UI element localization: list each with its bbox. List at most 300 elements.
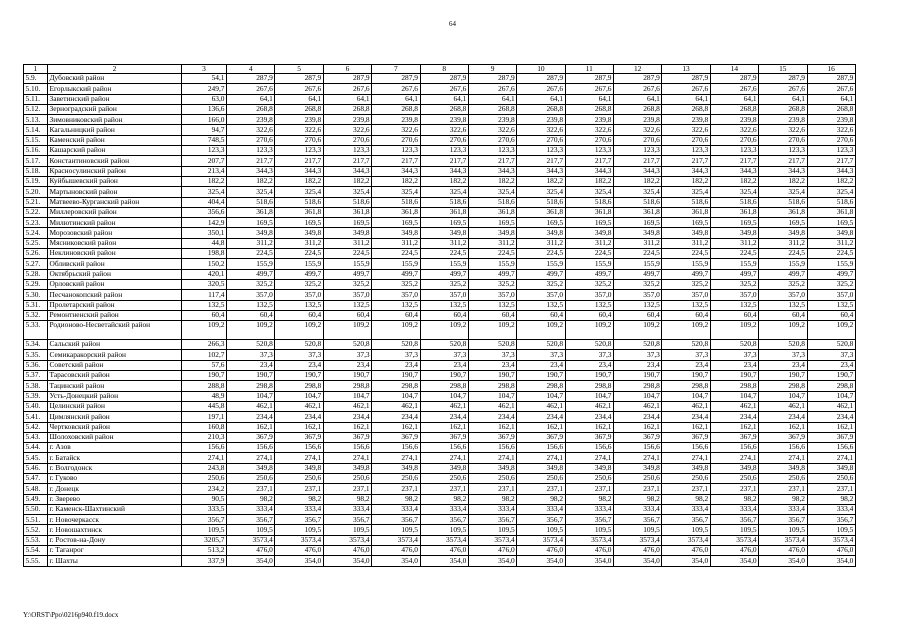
district-name: г. Шахты (48, 556, 182, 566)
value-cell: 104,7 (710, 391, 758, 401)
value-cell: 325,2 (614, 279, 662, 289)
value-cell: 333,5 (182, 504, 227, 514)
district-name: Мартыновский район (48, 187, 182, 197)
value-cell: 182,2 (323, 176, 371, 186)
column-number-7: 7 (372, 65, 420, 74)
value-cell: 520,8 (227, 340, 275, 350)
value-cell: 156,6 (182, 443, 227, 453)
table-row (24, 350, 856, 360)
value-cell: 354,0 (614, 556, 662, 566)
table-row (24, 412, 856, 422)
table-row (24, 422, 856, 432)
value-cell: 298,8 (710, 381, 758, 391)
value-cell: 123,3 (565, 146, 613, 156)
value-cell: 109,5 (565, 525, 613, 535)
value-cell: 109,2 (807, 321, 855, 340)
value-cell: 37,3 (420, 350, 468, 360)
district-name: Орловский район (48, 279, 182, 289)
value-cell: 476,0 (468, 546, 516, 556)
value-cell: 98,2 (614, 494, 662, 504)
value-cell: 250,6 (517, 473, 565, 483)
value-cell: 155,9 (323, 259, 371, 269)
district-name: Тарасовский район (48, 371, 182, 381)
row-index: 5.40. (24, 401, 48, 411)
value-cell: 499,7 (372, 269, 420, 279)
table-row (24, 515, 856, 525)
value-cell: 169,5 (517, 218, 565, 228)
value-cell: 349,8 (662, 228, 710, 238)
value-cell: 224,5 (759, 249, 807, 259)
value-cell: 361,8 (275, 207, 323, 217)
value-cell: 37,3 (227, 350, 275, 360)
value-cell: 361,8 (565, 207, 613, 217)
value-cell: 182,2 (710, 176, 758, 186)
value-cell: 64,1 (565, 94, 613, 104)
value-cell: 325,2 (420, 279, 468, 289)
value-cell: 182,2 (614, 176, 662, 186)
value-cell: 356,7 (227, 515, 275, 525)
value-cell: 239,8 (807, 115, 855, 125)
column-number-12: 12 (614, 65, 662, 74)
table-row (24, 156, 856, 166)
district-name: Цимлянский район (48, 412, 182, 422)
value-cell: 325,2 (565, 279, 613, 289)
value-cell: 169,5 (468, 218, 516, 228)
value-cell: 237,1 (807, 484, 855, 494)
value-cell: 104,7 (227, 391, 275, 401)
value-cell: 476,0 (614, 546, 662, 556)
value-cell: 361,8 (807, 207, 855, 217)
value-cell: 104,7 (420, 391, 468, 401)
value-cell: 356,7 (565, 515, 613, 525)
column-number-5: 5 (275, 65, 323, 74)
value-cell: 190,7 (662, 371, 710, 381)
value-cell: 250,6 (807, 473, 855, 483)
value-cell: 268,8 (275, 104, 323, 114)
district-name: г. Волгодонск (48, 463, 182, 473)
district-name: Шолоховский район (48, 432, 182, 442)
value-cell: 169,5 (710, 218, 758, 228)
value-cell: 267,6 (275, 84, 323, 94)
value-cell: 344,3 (420, 166, 468, 176)
value-cell: 298,8 (662, 381, 710, 391)
value-cell: 217,7 (710, 156, 758, 166)
value-cell: 476,0 (807, 546, 855, 556)
value-cell: 132,5 (468, 300, 516, 310)
value-cell: 98,2 (420, 494, 468, 504)
value-cell: 349,8 (614, 463, 662, 473)
value-cell: 520,8 (710, 340, 758, 350)
value-cell: 23,4 (565, 360, 613, 370)
value-cell: 182,2 (227, 176, 275, 186)
value-cell: 234,4 (372, 412, 420, 422)
value-cell: 274,1 (710, 453, 758, 463)
value-cell: 267,6 (517, 84, 565, 94)
row-index: 5.52. (24, 525, 48, 535)
table-row (24, 484, 856, 494)
value-cell: 354,0 (710, 556, 758, 566)
value-cell: 104,7 (807, 391, 855, 401)
district-name: Зимовниковский район (48, 115, 182, 125)
district-name: Родионово-Несветайский район (48, 321, 182, 340)
value-cell: 166,0 (182, 115, 227, 125)
value-cell: 60,4 (759, 310, 807, 320)
value-cell: 224,5 (420, 249, 468, 259)
value-cell: 420,1 (182, 269, 227, 279)
value-cell: 234,4 (420, 412, 468, 422)
value-cell: 268,8 (710, 104, 758, 114)
value-cell: 169,5 (759, 218, 807, 228)
value-cell: 239,8 (662, 115, 710, 125)
value-cell: 239,8 (759, 115, 807, 125)
value-cell: 518,6 (372, 197, 420, 207)
value-cell: 298,8 (372, 381, 420, 391)
value-cell: 162,1 (710, 422, 758, 432)
value-cell: 136,6 (182, 104, 227, 114)
value-cell: 64,1 (662, 94, 710, 104)
value-cell: 63,0 (182, 94, 227, 104)
value-cell: 518,6 (323, 197, 371, 207)
value-cell: 325,2 (468, 279, 516, 289)
value-cell: 287,9 (710, 74, 758, 84)
value-cell: 169,5 (420, 218, 468, 228)
value-cell: 104,7 (517, 391, 565, 401)
value-cell: 267,6 (662, 84, 710, 94)
value-cell: 217,7 (420, 156, 468, 166)
value-cell: 322,6 (275, 125, 323, 135)
value-cell: 357,0 (517, 290, 565, 300)
value-cell: 333,4 (759, 504, 807, 514)
value-cell: 54,1 (182, 74, 227, 84)
value-cell: 198,8 (182, 249, 227, 259)
value-cell: 476,0 (420, 546, 468, 556)
column-number-6: 6 (323, 65, 371, 74)
value-cell: 132,5 (227, 300, 275, 310)
value-cell: 520,8 (372, 340, 420, 350)
value-cell: 518,6 (517, 197, 565, 207)
value-cell: 109,2 (372, 321, 420, 340)
value-cell: 268,8 (807, 104, 855, 114)
table-row (24, 453, 856, 463)
value-cell: 311,2 (565, 238, 613, 248)
value-cell: 109,2 (420, 321, 468, 340)
value-cell: 224,5 (807, 249, 855, 259)
value-cell: 23,4 (759, 360, 807, 370)
value-cell: 123,3 (420, 146, 468, 156)
value-cell: 322,6 (372, 125, 420, 135)
value-cell: 239,8 (420, 115, 468, 125)
value-cell: 344,3 (759, 166, 807, 176)
table-body (24, 74, 856, 567)
value-cell: 361,8 (614, 207, 662, 217)
value-cell: 267,6 (759, 84, 807, 94)
value-cell: 156,6 (227, 443, 275, 453)
value-cell: 3573,4 (468, 535, 516, 545)
value-cell: 155,9 (517, 259, 565, 269)
value-cell: 298,8 (323, 381, 371, 391)
table-row (24, 104, 856, 114)
value-cell: 462,1 (323, 401, 371, 411)
value-cell: 224,5 (517, 249, 565, 259)
value-cell: 520,8 (759, 340, 807, 350)
district-name: Куйбышевский район (48, 176, 182, 186)
value-cell: 217,7 (372, 156, 420, 166)
value-cell: 274,1 (565, 453, 613, 463)
value-cell: 274,1 (614, 453, 662, 463)
value-cell: 499,7 (807, 269, 855, 279)
value-cell: 349,8 (662, 463, 710, 473)
value-cell: 354,0 (420, 556, 468, 566)
value-cell: 311,2 (614, 238, 662, 248)
value-cell: 250,6 (759, 473, 807, 483)
value-cell: 60,4 (807, 310, 855, 320)
table-row (24, 381, 856, 391)
value-cell: 462,1 (275, 401, 323, 411)
row-index: 5.24. (24, 228, 48, 238)
value-cell: 109,5 (372, 525, 420, 535)
value-cell: 476,0 (662, 546, 710, 556)
value-cell: 270,6 (565, 135, 613, 145)
value-cell: 311,2 (275, 238, 323, 248)
row-index: 5.39. (24, 391, 48, 401)
value-cell: 132,5 (372, 300, 420, 310)
value-cell: 98,2 (759, 494, 807, 504)
value-cell: 333,4 (565, 504, 613, 514)
value-cell: 520,8 (323, 340, 371, 350)
value-cell: 325,2 (759, 279, 807, 289)
value-cell: 60,4 (420, 310, 468, 320)
value-cell: 361,8 (420, 207, 468, 217)
value-cell: 237,1 (710, 484, 758, 494)
value-cell: 217,7 (275, 156, 323, 166)
value-cell: 270,6 (468, 135, 516, 145)
value-cell: 367,9 (565, 432, 613, 442)
value-cell: 109,5 (227, 525, 275, 535)
district-name: Кашарский район (48, 146, 182, 156)
column-number-14: 14 (710, 65, 758, 74)
value-cell: 109,2 (182, 321, 227, 340)
district-name: Красносулинский район (48, 166, 182, 176)
value-cell: 333,4 (807, 504, 855, 514)
value-cell: 333,4 (614, 504, 662, 514)
value-cell: 344,3 (323, 166, 371, 176)
value-cell: 356,7 (275, 515, 323, 525)
value-cell: 518,6 (468, 197, 516, 207)
value-cell: 268,8 (614, 104, 662, 114)
value-cell: 155,9 (227, 259, 275, 269)
value-cell: 367,9 (372, 432, 420, 442)
table-row (24, 135, 856, 145)
value-cell: 123,3 (372, 146, 420, 156)
district-name: г. Гуково (48, 473, 182, 483)
value-cell: 3573,4 (227, 535, 275, 545)
value-cell: 344,3 (565, 166, 613, 176)
value-cell: 274,1 (323, 453, 371, 463)
value-cell: 169,5 (323, 218, 371, 228)
value-cell: 349,8 (807, 463, 855, 473)
value-cell: 266,3 (182, 340, 227, 350)
table-row (24, 290, 856, 300)
value-cell: 64,1 (468, 94, 516, 104)
table-row (24, 310, 856, 320)
table-row (24, 279, 856, 289)
value-cell: 234,4 (759, 412, 807, 422)
district-name: Ремонтненский район (48, 310, 182, 320)
value-cell: 239,8 (323, 115, 371, 125)
value-cell: 274,1 (275, 453, 323, 463)
value-cell: 325,4 (759, 187, 807, 197)
value-cell: 311,2 (662, 238, 710, 248)
value-cell: 270,6 (227, 135, 275, 145)
table-row (24, 525, 856, 535)
value-cell: 98,2 (710, 494, 758, 504)
value-cell: 287,9 (323, 74, 371, 84)
value-cell: 156,6 (710, 443, 758, 453)
row-index: 5.23. (24, 218, 48, 228)
table-row (24, 494, 856, 504)
row-index: 5.25. (24, 238, 48, 248)
value-cell: 109,2 (662, 321, 710, 340)
value-cell: 462,1 (710, 401, 758, 411)
value-cell: 357,0 (323, 290, 371, 300)
value-cell: 162,1 (227, 422, 275, 432)
table-row (24, 249, 856, 259)
value-cell: 325,4 (372, 187, 420, 197)
value-cell: 162,1 (275, 422, 323, 432)
value-cell: 344,3 (662, 166, 710, 176)
value-cell: 325,4 (614, 187, 662, 197)
value-cell: 499,7 (662, 269, 710, 279)
table-row (24, 259, 856, 269)
row-index: 5.47. (24, 473, 48, 483)
value-cell: 142,9 (182, 218, 227, 228)
value-cell: 37,3 (517, 350, 565, 360)
value-cell: 325,4 (420, 187, 468, 197)
value-cell: 325,4 (182, 187, 227, 197)
row-index: 5.41. (24, 412, 48, 422)
value-cell: 288,8 (182, 381, 227, 391)
value-cell: 239,8 (710, 115, 758, 125)
value-cell: 270,6 (710, 135, 758, 145)
value-cell: 98,2 (275, 494, 323, 504)
value-cell: 322,6 (662, 125, 710, 135)
value-cell: 274,1 (759, 453, 807, 463)
value-cell: 156,6 (468, 443, 516, 453)
value-cell: 104,7 (275, 391, 323, 401)
value-cell: 109,2 (227, 321, 275, 340)
table-row (24, 84, 856, 94)
value-cell: 270,6 (614, 135, 662, 145)
value-cell: 325,4 (468, 187, 516, 197)
value-cell: 234,2 (182, 484, 227, 494)
value-cell: 344,3 (807, 166, 855, 176)
value-cell: 224,5 (323, 249, 371, 259)
value-cell: 237,1 (372, 484, 420, 494)
value-cell: 60,4 (468, 310, 516, 320)
value-cell: 155,9 (807, 259, 855, 269)
value-cell: 462,1 (517, 401, 565, 411)
value-cell: 349,8 (517, 228, 565, 238)
value-cell: 270,6 (807, 135, 855, 145)
value-cell: 23,4 (807, 360, 855, 370)
row-index: 5.36. (24, 360, 48, 370)
row-index: 5.30. (24, 290, 48, 300)
value-cell: 162,1 (468, 422, 516, 432)
value-cell: 190,7 (275, 371, 323, 381)
value-cell: 404,4 (182, 197, 227, 207)
column-number-16: 16 (807, 65, 855, 74)
table-row (24, 207, 856, 217)
value-cell: 23,4 (275, 360, 323, 370)
row-index: 5.12. (24, 104, 48, 114)
value-cell: 104,7 (323, 391, 371, 401)
value-cell: 155,9 (710, 259, 758, 269)
value-cell: 237,1 (275, 484, 323, 494)
district-name: Тацинский район (48, 381, 182, 391)
row-index: 5.55. (24, 556, 48, 566)
value-cell: 520,8 (420, 340, 468, 350)
value-cell: 60,4 (227, 310, 275, 320)
value-cell: 109,5 (275, 525, 323, 535)
value-cell: 182,2 (517, 176, 565, 186)
value-cell: 98,2 (517, 494, 565, 504)
value-cell: 37,3 (275, 350, 323, 360)
value-cell: 190,7 (182, 371, 227, 381)
district-name: Песчанокопский район (48, 290, 182, 300)
value-cell: 322,6 (517, 125, 565, 135)
value-cell: 367,9 (275, 432, 323, 442)
value-cell: 94,7 (182, 125, 227, 135)
value-cell: 520,8 (807, 340, 855, 350)
value-cell: 169,5 (614, 218, 662, 228)
column-number-11: 11 (565, 65, 613, 74)
value-cell: 213,4 (182, 166, 227, 176)
value-cell: 518,6 (662, 197, 710, 207)
value-cell: 462,1 (807, 401, 855, 411)
value-cell: 518,6 (565, 197, 613, 207)
value-cell: 104,7 (468, 391, 516, 401)
row-index: 5.15. (24, 135, 48, 145)
row-index: 5.11. (24, 94, 48, 104)
value-cell: 462,1 (759, 401, 807, 411)
value-cell: 250,6 (420, 473, 468, 483)
value-cell: 349,8 (420, 463, 468, 473)
value-cell: 462,1 (420, 401, 468, 411)
data-table (23, 64, 856, 567)
value-cell: 356,7 (614, 515, 662, 525)
value-cell: 234,4 (323, 412, 371, 422)
value-cell: 361,8 (468, 207, 516, 217)
table-row (24, 340, 856, 350)
table-row (24, 125, 856, 135)
value-cell: 237,1 (420, 484, 468, 494)
table-row (24, 115, 856, 125)
value-cell: 234,4 (227, 412, 275, 422)
value-cell: 210,3 (182, 432, 227, 442)
value-cell: 357,0 (565, 290, 613, 300)
value-cell: 182,2 (275, 176, 323, 186)
row-index: 5.50. (24, 504, 48, 514)
value-cell: 322,6 (710, 125, 758, 135)
value-cell: 169,5 (275, 218, 323, 228)
value-cell: 123,3 (323, 146, 371, 156)
value-cell: 156,6 (517, 443, 565, 453)
table-row (24, 269, 856, 279)
value-cell: 325,4 (807, 187, 855, 197)
value-cell: 98,2 (323, 494, 371, 504)
district-name: г. Азов (48, 443, 182, 453)
value-cell: 3573,4 (372, 535, 420, 545)
